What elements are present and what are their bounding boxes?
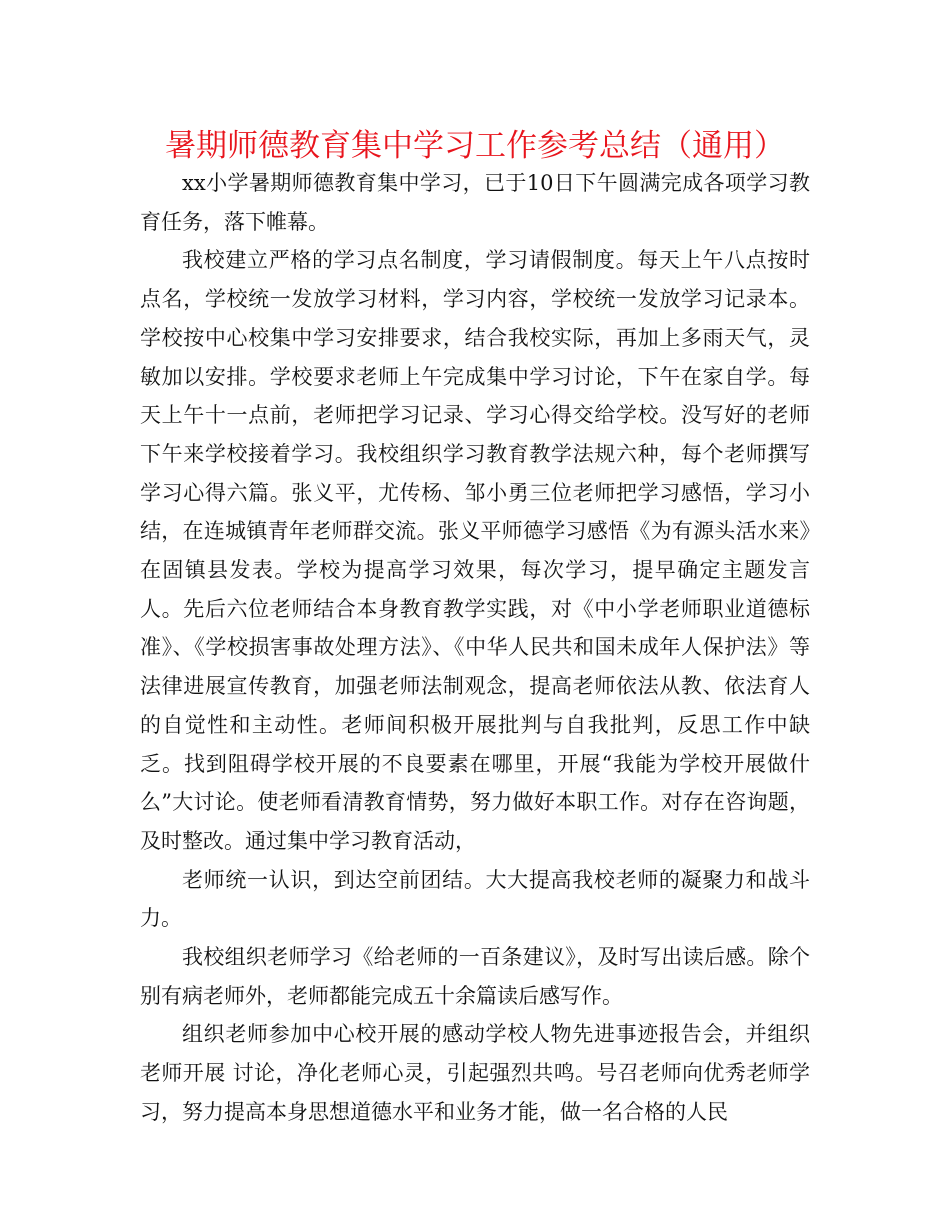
document-body	[140, 164, 810, 1132]
document-title: 暑期师德教育集中学习工作参考总结（通用）	[165, 128, 785, 164]
paragraph-2: 我校建立严格的学习点名制度，学习请假制度。每天上午八点按时点名，学校统一发放学习材料，学习内容，学校统一发放学习记录本。学校按中心校集中学习安排要求，结合我校实际，再加上多雨天气，灵敏加以安排。学校要求老师上午完成集中学习讨论，下午在家自学。每天上午十一点前，老师把学习记录、学习心得交给学校。没写好的老师下午来学校接着学习。我校组织学习教育教学法规六种，每个老师撰写学习心得六篇。张义平，尤传杨、邹小勇三位老师把学习感悟，学习小结，在连城镇青年老师群交流。张义平师德学习感悟《为有源头活水来》在固镇县发表。学校为提高学习效果，每次学习，提早确定主题发言人。先后六位老师结合本身教育教学实践，对《中小学老师职业道德标准》、《学校损害事故处理方法》、《中华人民共和国未成年人保护法》等法律进展宣传教育，加强老师法制观念，提高老师依法从教、依法育人的自觉性和主动性。老师间积极开展批判与自我批判，反思工作中缺乏。找到阻碍学校开展的不良要素在哪里，开展“我能为学校开展做什么”大讨论。使老师看清教育情势，努力做好本职工作。对存在咨询题，及时整改。通过集中学习教育活动，	[140, 248, 810, 853]
paragraph-1: xx小学暑期师德教育集中学习，已于10日下午圆满完成各项学习教育任务，落下帷幕。	[140, 171, 810, 234]
paragraph-5: 组织老师参加中心校开展的感动学校人物先进事迹报告会，并组织老师开展 讨论，净化老师心灵，引起强烈共鸣。号召老师向优秀老师学习，努力提高本身思想道德水平和业务才能，做一名合格的人民	[140, 1022, 810, 1124]
paragraph-4: 我校组织老师学习《给老师的一百条建议》，及时写出读后感。除个别有病老师外，老师都能完成五十余篇读后感写作。	[140, 945, 810, 1008]
paragraph-3: 老师统一认识，到达空前团结。大大提高我校老师的凝聚力和战斗力。	[140, 867, 810, 931]
